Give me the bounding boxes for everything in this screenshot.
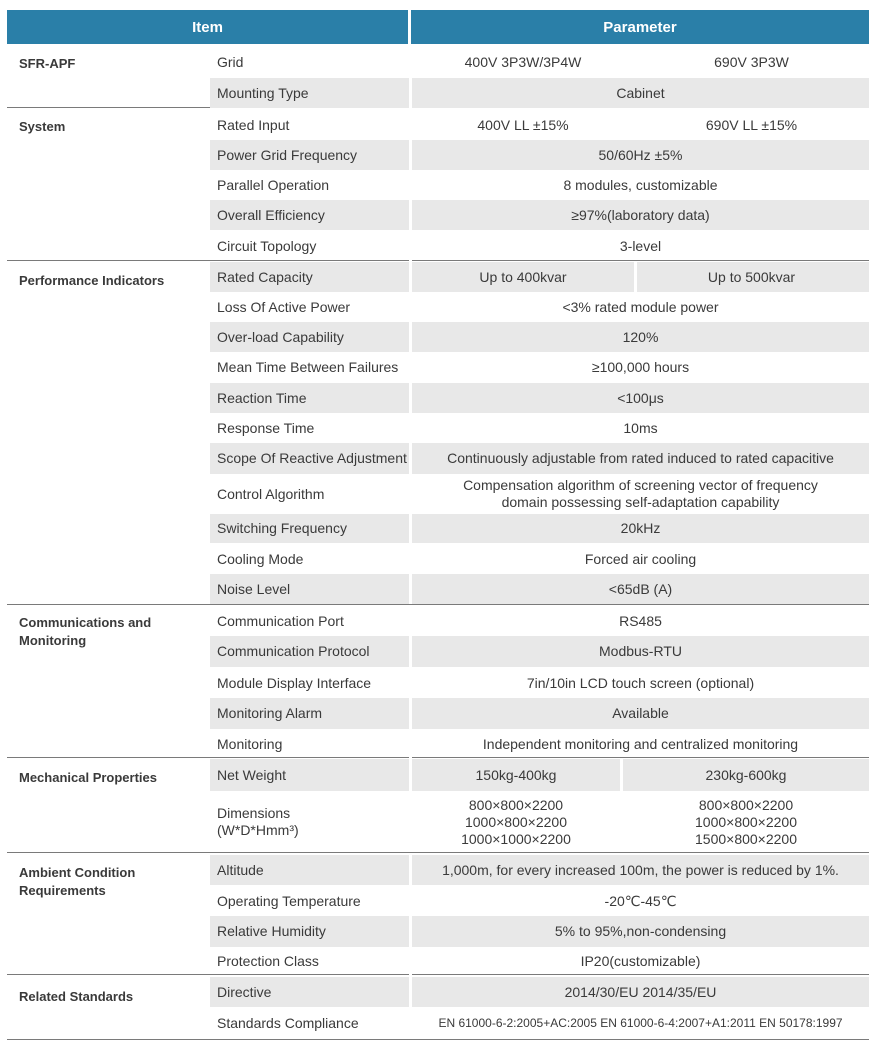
parameter-name: Altitude [217,861,264,878]
table-row [210,730,869,758]
parameter-name: Response Time [217,419,315,436]
parameter-name: Operating Temperature [217,892,361,909]
parameter-value-a: 400V LL ±15% [477,116,569,133]
value-separator [634,262,637,292]
value-separator [620,759,623,791]
parameter-name: Standards Compliance [217,1014,359,1031]
table-row [210,1008,869,1038]
section-label: Related Standards [19,989,134,1004]
parameter-name: Circuit Topology [217,237,317,254]
parameter-value-b: 690V LL ±15% [705,116,798,133]
parameter-name: Control Algorithm [217,485,325,502]
parameter-name: Over-load Capability [217,328,344,345]
parameter-name: Scope Of Reactive Adjustment [217,450,407,466]
table-row [210,544,869,574]
parameter-name: Rated Input [217,116,290,133]
parameter-value: <3% rated module power [562,298,719,315]
parameter-value: <65dB (A) [608,580,673,597]
table-row [210,231,869,261]
table-row [210,886,869,916]
table-row [210,78,869,108]
table-row [210,170,869,200]
parameter-value: 5% to 95%,non-condensing [554,923,727,939]
parameter-name: Communication Port [217,612,344,629]
parameter-name: Overall Efficiency [217,206,325,223]
table-row [210,698,869,729]
parameter-value: IP20(customizable) [580,952,701,969]
table-row [210,352,869,382]
section-label: Mechanical Properties [19,770,157,785]
parameter-name: Grid [217,53,244,70]
section-label: SFR-APF [19,56,76,71]
table-row [210,292,869,322]
table-row [210,200,869,230]
parameter-value-a: 400V 3P3W/3P4W [464,53,582,70]
parameter-name: Monitoring Alarm [217,705,323,721]
section-label: Communications and Monitoring [19,615,152,648]
section-divider [7,852,869,853]
parameter-value: Forced air cooling [584,550,697,567]
table-row [210,140,869,170]
parameter-value: Modbus-RTU [599,643,682,659]
table-row [210,475,869,513]
parameter-name: Module Display Interface [217,674,372,691]
parameter-value: 120% [622,328,659,345]
table-row [210,668,869,698]
parameter-value-a: 800×800×2200 1000×800×2200 1000×1000×2200 [461,796,571,847]
parameter-value-b: 230kg-600kg [705,766,787,783]
parameter-value-b: Up to 500kvar [707,268,796,285]
parameter-value-a: 150kg-400kg [475,766,557,783]
parameter-name: Net Weight [217,766,286,783]
table-row [210,443,869,474]
table-row [210,759,869,791]
section-label: Performance Indicators [19,273,165,288]
table-row [210,413,869,443]
parameter-name: Communication Protocol [217,643,370,659]
table-row [210,110,869,140]
parameter-name: Power Grid Frequency [217,146,358,163]
parameter-value: 20kHz [620,520,661,536]
table-row [210,47,869,77]
parameter-name: Switching Frequency [217,520,347,536]
parameter-value: 1,000m, for every increased 100m, the power is reduced by 1%. [442,861,839,878]
table-row [210,574,869,604]
parameter-name: Directive [217,983,272,1000]
parameter-value: <100μs [617,389,664,406]
parameter-value: Continuously adjustable from rated induced to rated capacitive [447,450,834,466]
parameter-value: 3-level [619,237,662,254]
table-row [210,322,869,352]
table-row [210,916,869,947]
parameter-name: Mounting Type [217,84,309,101]
header-parameter: Parameter [411,10,869,44]
parameter-value: 2014/30/EU 2014/35/EU [564,983,717,1000]
table-row [210,977,869,1007]
table-row [210,947,869,975]
parameter-value: ≥97%(laboratory data) [571,206,710,223]
table-row [210,383,869,413]
parameter-name: Dimensions (W*D*Hmm³) [217,805,299,838]
table-row [210,636,869,667]
section-divider [7,1039,869,1040]
parameter-name: Monitoring [217,735,283,752]
parameter-name: Reaction Time [217,389,307,406]
parameter-value: RS485 [619,612,662,629]
parameter-value: Available [612,705,669,721]
parameter-value: EN 61000-6-2:2005+AC:2005 EN 61000-6-4:2007+A1:2011 EN 50178:1997 [438,1015,843,1030]
parameter-value-b: 800×800×2200 1000×800×2200 1500×800×2200 [695,796,797,847]
parameter-value: 8 modules, customizable [563,176,718,193]
parameter-value: Cabinet [616,84,665,101]
parameter-name: Loss Of Active Power [217,298,351,315]
parameter-value: Compensation algorithm of screening vector of frequency domain possessing self-adaptation capability [463,477,818,510]
parameter-value: 10ms [623,419,658,436]
table-row [210,262,869,292]
section-label: System [19,119,66,134]
parameter-name: Parallel Operation [217,176,330,193]
parameter-name: Cooling Mode [217,550,304,567]
table-row [210,606,869,636]
parameter-name: Protection Class [217,952,319,969]
parameter-value: 50/60Hz ±5% [598,146,683,163]
parameter-value: ≥100,000 hours [591,358,690,375]
table-row [210,793,869,851]
parameter-name: Relative Humidity [217,923,326,939]
table-row [210,514,869,543]
parameter-value: Independent monitoring and centralized monitoring [482,735,799,752]
parameter-value-a: Up to 400kvar [479,268,567,285]
parameter-value: -20℃-45℃ [604,892,677,909]
parameter-name: Noise Level [217,580,291,597]
section-label: Ambient Condition Requirements [19,865,136,898]
parameter-name: Mean Time Between Failures [217,358,399,375]
parameter-name: Rated Capacity [217,268,313,285]
table-row [210,855,869,885]
parameter-value-b: 690V 3P3W [714,53,789,70]
section-divider [7,604,869,605]
parameter-value: 7in/10in LCD touch screen (optional) [526,674,755,691]
header-item: Item [7,10,408,44]
